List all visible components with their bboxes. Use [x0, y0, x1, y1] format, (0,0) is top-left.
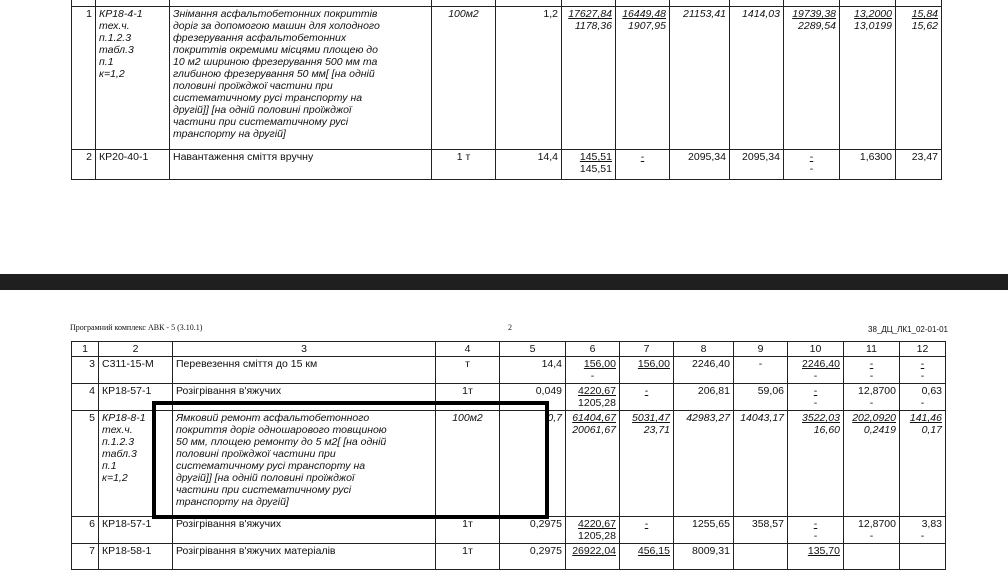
col6: 4220,67 1205,28 — [566, 517, 620, 544]
col11: - - — [844, 357, 900, 384]
row-number: 7 — [72, 544, 99, 570]
norm-code: С311-15-М — [99, 357, 173, 384]
scan-page-1 — [0, 0, 1008, 274]
col7: - — [620, 384, 674, 411]
col10: - - — [788, 384, 844, 411]
row-number: 5 — [72, 411, 99, 517]
col-header: 4 — [436, 342, 500, 357]
col-header: 5 — [500, 342, 566, 357]
col11: 1,6300 — [840, 150, 896, 180]
work-description: Розігрівання в'яжучих — [173, 384, 436, 411]
quantity: 14,4 — [500, 357, 566, 384]
norm-code: КР20-40-1 — [96, 150, 170, 180]
table-header — [72, 342, 946, 357]
col6: 4220,67 1205,28 — [566, 384, 620, 411]
document-code: 38_ДЦ_ЛК1_02-01-01 — [868, 325, 948, 334]
col12: 23,47 — [896, 150, 942, 180]
quantity: 14,4 — [496, 150, 562, 180]
col-header: 2 — [99, 342, 173, 357]
col6: 145,51 145,51 — [562, 150, 616, 180]
norm-code: КР18-58-1 — [99, 544, 173, 570]
col6: 61404,67 20061,67 — [566, 411, 620, 517]
work-description: Розігрівання в'яжучих — [173, 517, 436, 544]
col9: 1414,03 — [730, 7, 784, 150]
unit: 100м2 — [432, 7, 496, 150]
table-row — [72, 357, 946, 384]
col8: 42983,27 — [674, 411, 734, 517]
col12: 3,83 - — [900, 517, 946, 544]
table-row — [72, 544, 946, 570]
col7: 5031,47 23,71 — [620, 411, 674, 517]
work-description: Навантаження сміття вручну — [170, 150, 432, 180]
page-number: 2 — [508, 323, 512, 332]
col10: 135,70 — [788, 544, 844, 570]
table-row — [72, 7, 942, 150]
row-number: 4 — [72, 384, 99, 411]
col-header: 12 — [900, 342, 946, 357]
unit: 1т — [436, 384, 500, 411]
col10: - - — [784, 150, 840, 180]
col-header: 9 — [734, 342, 788, 357]
quantity: 0,049 — [500, 384, 566, 411]
col11: 12,8700 - — [844, 517, 900, 544]
row-number: 3 — [72, 357, 99, 384]
col12: 15,84 15,62 — [896, 7, 942, 150]
unit: 1т — [436, 517, 500, 544]
col9: 358,57 — [734, 517, 788, 544]
col-header: 8 — [674, 342, 734, 357]
estimate-table-page-1 — [71, 0, 942, 180]
col9: 2095,34 — [730, 150, 784, 180]
col12 — [900, 544, 946, 570]
col7: 156,00 — [620, 357, 674, 384]
col8: 206,81 — [674, 384, 734, 411]
col11: 13,2000 13,0199 — [840, 7, 896, 150]
norm-code: КР18-57-1 — [99, 517, 173, 544]
col11: 202,0920 0,2419 — [844, 411, 900, 517]
col7: 456,15 — [620, 544, 674, 570]
col9 — [734, 544, 788, 570]
col8: 21153,41 — [670, 7, 730, 150]
norm-code: КР18-4-1 тех.ч. п.1.2.3 табл.3 п.1 к=1,2 — [96, 7, 170, 150]
col10: - - — [788, 517, 844, 544]
unit: т — [436, 357, 500, 384]
col12: 0,63 - — [900, 384, 946, 411]
norm-code: КР18-8-1 тех.ч. п.1.2.3 табл.3 п.1 к=1,2 — [99, 411, 173, 517]
row-number: 6 — [72, 517, 99, 544]
norm-code: КР18-57-1 — [99, 384, 173, 411]
work-description: Перевезення сміття до 15 км — [173, 357, 436, 384]
col11: 12,8700 - — [844, 384, 900, 411]
highlight-box — [152, 401, 549, 519]
col-header: 6 — [566, 342, 620, 357]
quantity: 1,2 — [496, 7, 562, 150]
quantity: 0,2975 — [500, 517, 566, 544]
col9: 59,06 — [734, 384, 788, 411]
col7: - — [620, 517, 674, 544]
col7: - — [616, 150, 670, 180]
col8: 2095,34 — [670, 150, 730, 180]
col-header: 10 — [788, 342, 844, 357]
col10: 3522,03 16,60 — [788, 411, 844, 517]
row-number: 1 — [72, 7, 96, 150]
row-number: 2 — [72, 150, 96, 180]
work-description: Знімання асфальтобетонних покриттів доріг за допомогою машин для холодного фрезерування асфальтобетонних покриттів окремими місцями площею до 10 м2 шириною фрезерування 500 мм та глибиною фрезерування 50 мм[ [на одній половині проїжджої частини при систематичному русі транспорту на другій]] [на одній половині проїжджої частини при систематичному русі транспорту на другій] — [170, 7, 432, 150]
col10: 19739,38 2289,54 — [784, 7, 840, 150]
table-row — [72, 517, 946, 544]
col-header: 1 — [72, 342, 99, 357]
work-description: Розігрівання в'яжучих матеріалів — [173, 544, 436, 570]
unit: 1т — [436, 544, 500, 570]
col6: 17627,84 1178,36 — [562, 7, 616, 150]
col8: 8009,31 — [674, 544, 734, 570]
col12: 141,46 0,17 — [900, 411, 946, 517]
table-row — [72, 150, 942, 180]
col9: 14043,17 — [734, 411, 788, 517]
col-header: 11 — [844, 342, 900, 357]
quantity: 0,2975 — [500, 544, 566, 570]
program-label: Програмний комплекс АВК - 5 (3.10.1) — [70, 323, 203, 332]
col-header: 7 — [620, 342, 674, 357]
col8: 2246,40 — [674, 357, 734, 384]
col8: 1255,65 — [674, 517, 734, 544]
col6: 156,00 - — [566, 357, 620, 384]
col9: - — [734, 357, 788, 384]
col6: 26922,04 — [566, 544, 620, 570]
unit: 100м2 — [436, 411, 500, 517]
page-separator — [0, 274, 1008, 290]
col7: 16449,48 1907,95 — [616, 7, 670, 150]
quantity: 0,7 — [500, 411, 566, 517]
col-header: 3 — [173, 342, 436, 357]
col10: 2246,40 - — [788, 357, 844, 384]
work-description: Ямковий ремонт асфальтобетонного покриття доріг одношарового товщиною 50 мм, площею ремонту до 5 м2[ [на одній половині проїжджої частини при систематичному русі транспорту на другій]] [на одній половині проїжджої частини при систематичному русі транспорту на другій] — [173, 411, 436, 517]
col11 — [844, 544, 900, 570]
col12: - - — [900, 357, 946, 384]
unit: 1 т — [432, 150, 496, 180]
